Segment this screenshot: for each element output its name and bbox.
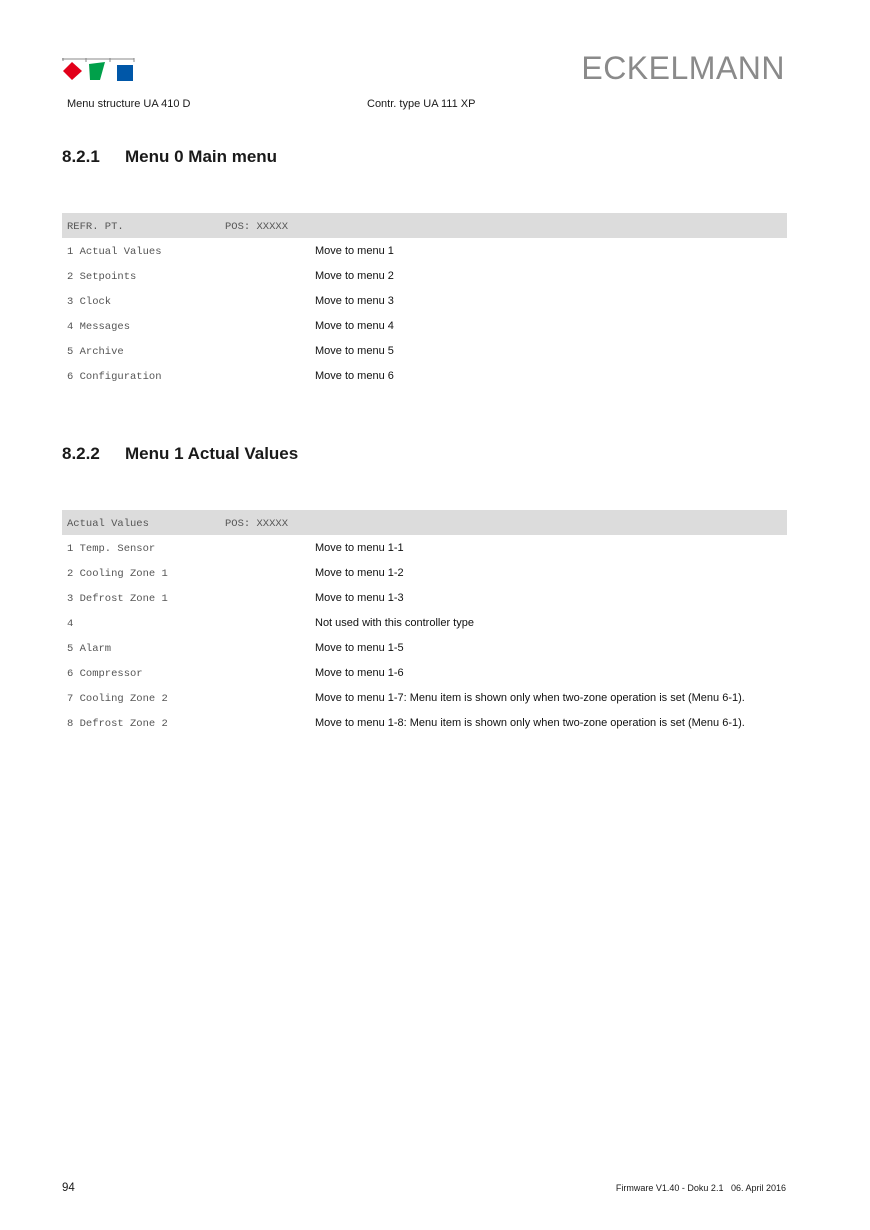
menu-item: 5 Alarm [67, 643, 112, 655]
menu-description: Move to menu 3 [315, 295, 394, 307]
table-row [62, 288, 787, 313]
menu-table [62, 213, 787, 388]
table-row [62, 585, 787, 610]
menu-item: 1 Actual Values [67, 246, 162, 258]
menu-item: 2 Setpoints [67, 271, 137, 283]
section-number: 8.2.2 [62, 444, 100, 463]
table-row [62, 610, 787, 635]
table-row [62, 635, 787, 660]
header-label: REFR. PT. [67, 221, 124, 233]
logo-blue-square [117, 65, 133, 81]
menu-description: Move to menu 1-2 [315, 567, 404, 579]
menu-description: Move to menu 1-3 [315, 592, 404, 604]
section-title: Menu 1 Actual Values [125, 444, 299, 463]
table-header [62, 213, 787, 238]
page-number: 94 [62, 1182, 75, 1194]
menu-item: 3 Clock [67, 296, 112, 308]
menu-description: Move to menu 1 [315, 245, 394, 257]
brand-name: ECKELMANN [581, 50, 785, 86]
menu-description: Move to menu 1-8: Menu item is shown only when two-zone operation is set (Menu 6-1). [315, 717, 745, 729]
table-row [62, 363, 787, 388]
menu-item: 8 Defrost Zone 2 [67, 718, 168, 730]
menu-item: 1 Temp. Sensor [67, 543, 156, 555]
menu-description: Move to menu 6 [315, 370, 394, 382]
menu-item: 5 Archive [67, 346, 124, 358]
footer-version: Firmware V1.40 - Doku 2.1 06. April 2016 [615, 1183, 786, 1193]
logo-green-parallelogram [89, 62, 105, 80]
document-title: Menu structure UA 410 D [67, 98, 191, 110]
menu-description: Move to menu 1-6 [315, 667, 404, 679]
table-row [62, 338, 787, 363]
section-number: 8.2.1 [62, 147, 100, 166]
table-row [62, 710, 787, 735]
eckelmann-logo-icon [62, 58, 136, 84]
menu-item: 2 Cooling Zone 1 [67, 568, 168, 580]
header-position: POS: XXXXX [225, 518, 289, 530]
table-row [62, 560, 787, 585]
menu-description: Not used with this controller type [315, 617, 474, 629]
menu-description: Move to menu 1-1 [315, 542, 404, 554]
menu-item: 3 Defrost Zone 1 [67, 593, 168, 605]
menu-item: 4 [67, 618, 74, 630]
logo-red-diamond [63, 62, 82, 80]
section-heading [62, 444, 298, 464]
header-position: POS: XXXXX [225, 221, 289, 233]
table-header [62, 510, 787, 535]
table-row [62, 263, 787, 288]
menu-item: 6 Configuration [67, 371, 162, 383]
section-heading [62, 147, 277, 167]
table-row [62, 238, 787, 263]
table-row [62, 535, 787, 560]
menu-item: 6 Compressor [67, 668, 143, 680]
header-label: Actual Values [67, 518, 149, 530]
menu-table [62, 510, 787, 735]
menu-item: 4 Messages [67, 321, 131, 333]
menu-description: Move to menu 5 [315, 345, 394, 357]
menu-item: 7 Cooling Zone 2 [67, 693, 168, 705]
table-row [62, 660, 787, 685]
section-title: Menu 0 Main menu [125, 147, 278, 166]
menu-description: Move to menu 4 [315, 320, 394, 332]
menu-description: Move to menu 1-5 [315, 642, 404, 654]
table-row [62, 313, 787, 338]
controller-type: Contr. type UA 111 XP [367, 98, 476, 110]
menu-description: Move to menu 2 [315, 270, 394, 282]
menu-description: Move to menu 1-7: Menu item is shown only when two-zone operation is set (Menu 6-1). [315, 692, 745, 704]
table-row [62, 685, 787, 710]
